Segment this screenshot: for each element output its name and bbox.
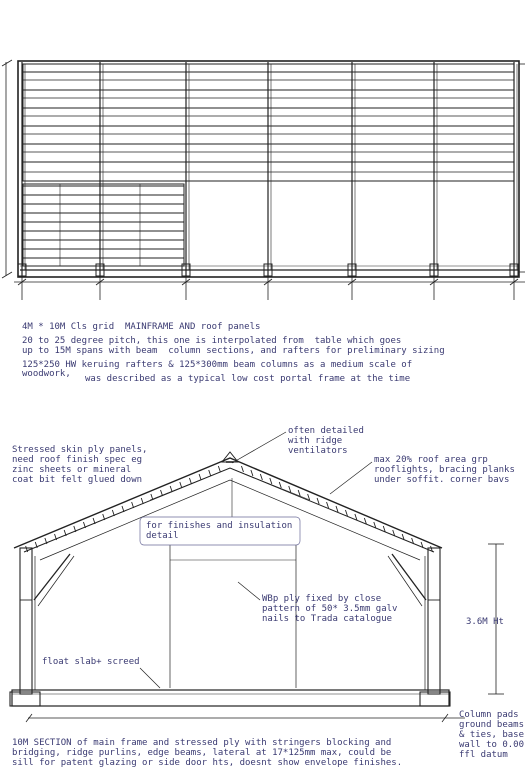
section-caption-1: 10M SECTION of main frame and stressed ply with stringers blocking and	[12, 738, 392, 748]
roof-stringer	[132, 502, 134, 508]
rooflight-note-1: max 20% roof area grp	[374, 455, 488, 465]
roof-stringer	[298, 490, 300, 496]
stressed-skin-note-1: Stressed skin ply panels,	[12, 445, 148, 455]
finishes-note-1: for finishes and insulation	[146, 521, 293, 531]
height-label: 3.6M Ht	[466, 617, 504, 627]
rooflight-note-3: under soffit. corner bavs	[374, 475, 510, 485]
floor-slab	[12, 690, 449, 706]
plan-desc-5: was described as a typical low cost portal frame at the time	[85, 374, 411, 384]
plan-height-tick-bottom	[2, 272, 12, 278]
roof-stringer	[209, 470, 211, 476]
left-knee-brace	[34, 554, 70, 600]
roof-panels-left-bay	[23, 184, 184, 266]
plan-view	[2, 60, 525, 300]
right-column	[428, 548, 440, 694]
roof-stringer	[241, 466, 243, 472]
column-pads-note-2: ground beams	[459, 720, 525, 730]
plan-desc-3: 125*250 HW keruing rafters & 125*300mm beam columns as a medium scale of	[22, 360, 413, 370]
wbp-note-1: WBp ply fixed by close	[262, 594, 382, 604]
roof-stringer	[317, 498, 319, 504]
roof-stringer	[260, 474, 262, 480]
plan-desc-2: up to 15M spans with beam column sections, and rafters for preliminary sizing	[22, 346, 445, 356]
roof-stringer	[180, 482, 182, 488]
slab-leader	[140, 668, 160, 688]
roof-stringer	[336, 506, 338, 512]
finishes-note-2: detail	[146, 531, 179, 541]
right-knee-brace	[392, 554, 426, 600]
section-caption-2: bridging, ridge purlins, edge beams, lateral at 17*125mm max, could be	[12, 748, 392, 758]
roof-stringer	[270, 478, 272, 484]
roof-stringer	[279, 482, 281, 488]
left-column	[20, 548, 32, 694]
roof-stringer	[218, 466, 220, 472]
plan-height-tick-top	[2, 60, 12, 66]
roof-stringer	[199, 474, 201, 480]
stressed-skin-note-4: coat bit felt glued down	[12, 475, 143, 485]
column-pads-note-3: & ties, base	[459, 730, 525, 740]
roof-stringer	[251, 470, 253, 476]
ridge-note-1: often detailed	[288, 426, 364, 436]
column-pads-note-4: wall to 0.00	[459, 740, 525, 750]
stressed-skin-note-2: need roof finish spec eg	[12, 455, 143, 465]
column-pads-note-1: Column pads	[459, 710, 519, 720]
plan-columns	[18, 62, 518, 276]
right-knee-brace-2	[388, 556, 422, 606]
roof-stringer	[189, 478, 191, 484]
roof-stringer	[345, 510, 347, 516]
rooflight-leader	[330, 462, 372, 494]
ridge-note-3: ventilators	[288, 446, 348, 456]
plan-desc-4: woodwork,	[22, 369, 71, 379]
plan-title: 4M * 10M Cls grid MAINFRAME AND roof panels	[22, 322, 261, 332]
rooflight-note-2: rooflights, bracing planks	[374, 465, 515, 475]
gable-end-ridge-left	[150, 468, 230, 500]
roof-panel-block	[23, 184, 184, 266]
ridge-note-2: with ridge	[288, 436, 343, 446]
grid-ticks	[18, 276, 518, 300]
left-knee-brace-2	[38, 556, 74, 606]
roof-stringer	[289, 486, 291, 492]
wbp-note-3: nails to Trada catalogue	[262, 614, 393, 624]
roof-stringer	[141, 498, 143, 504]
stressed-skin-note-3: zinc sheets or mineral	[12, 465, 132, 475]
column-pads-note-5: ffl datum	[459, 750, 508, 760]
ridge-leader	[232, 432, 286, 463]
roof-stringer	[327, 502, 329, 508]
gable-end-ridge-right	[230, 468, 310, 500]
wbp-note-2: pattern of 50* 3.5mm galv	[262, 604, 398, 614]
slab-label: float slab+ screed	[42, 657, 140, 667]
wbp-leader	[238, 582, 260, 600]
section-caption-3: sill for patent glazing or side door hts, doesnt show envelope finishes.	[12, 758, 403, 768]
plan-desc-1: 20 to 25 degree pitch, this one is interpolated from table which goes	[22, 336, 402, 346]
